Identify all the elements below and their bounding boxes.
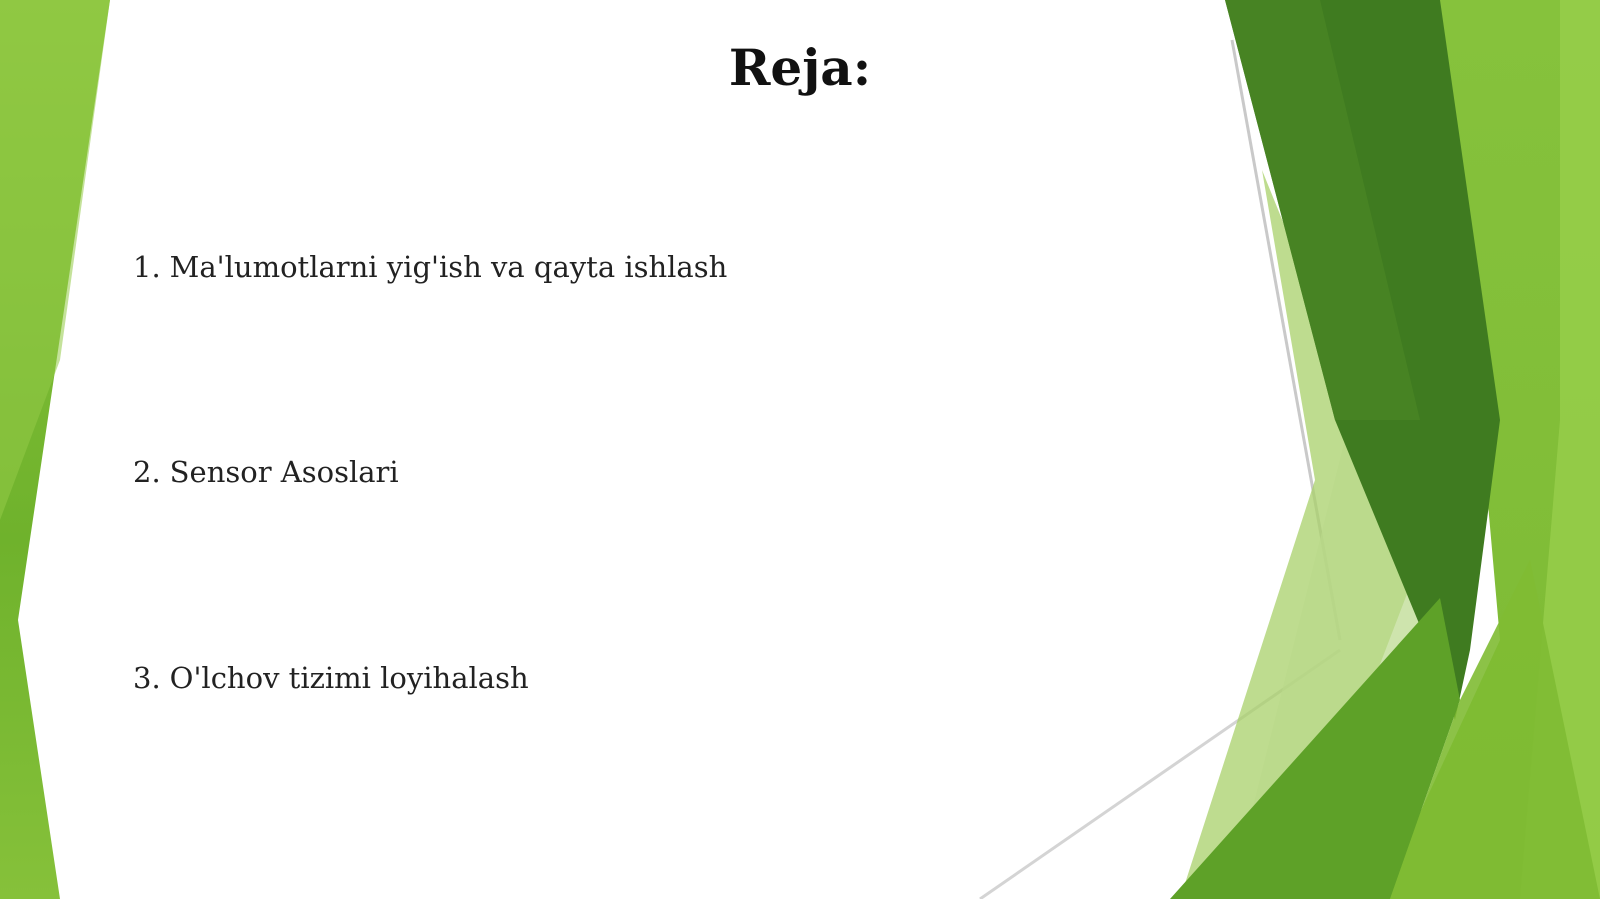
plan-item-3-number: 3.: [133, 661, 161, 695]
plan-item-2-text: Sensor Asoslari: [169, 455, 399, 489]
slide-title: Reja:: [728, 38, 872, 97]
plan-item-1-text: Ma'lumotlarni yig'ish va qayta ishlash: [169, 250, 728, 284]
plan-item-3: [133, 661, 529, 696]
plan-item-3-text: O'lchov tizimi loyihalash: [169, 661, 529, 695]
plan-item-2: [133, 455, 399, 490]
plan-item-1: [133, 250, 727, 285]
plan-item-1-number: 1.: [133, 250, 161, 284]
plan-item-2-number: 2.: [133, 455, 161, 489]
